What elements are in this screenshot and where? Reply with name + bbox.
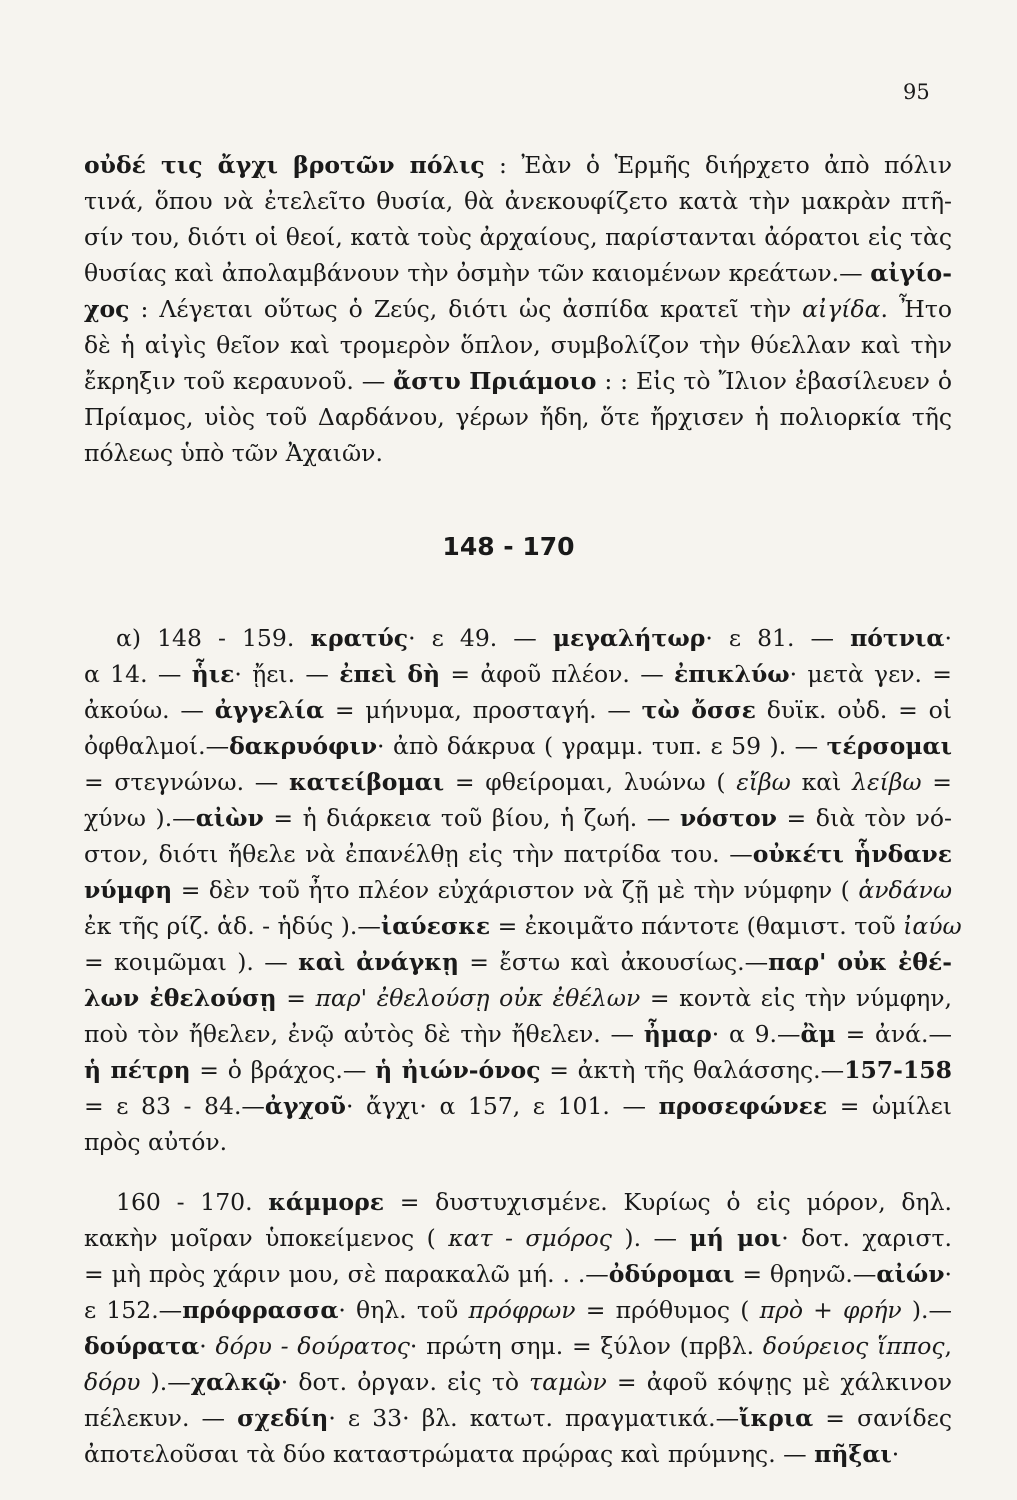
commentary-top — [84, 147, 952, 471]
text-line: ἀκούω. — ἀγγελία = μήνυμα, προσταγή. — τὼ ὄσσε δυϊκ. οὐδ. = οἱ — [84, 696, 952, 724]
text-line: κακὴν μοῖραν ὑποκείμενος ( κατ - σμόρος ). — μή μοι· δοτ. χαριστ. — [84, 1224, 953, 1252]
text-line: ἡ πέτρη = ὁ βράχος.— ἡ ἠιών-όνος = ἀκτὴ τῆς θαλάσσης.—157-158 — [84, 1056, 952, 1084]
text-line: στον, διότι ἤθελε νὰ ἐπανέλθῃ εἰς τὴν πατρίδα του. —οὐκέτι ἧνδανε — [84, 840, 952, 868]
text-line: δόρυ ).—χαλκῷ· δοτ. ὀργαν. εἰς τὸ ταμὼν = ἀφοῦ κόψῃς μὲ χάλκινον — [84, 1368, 953, 1396]
text-line: οὐδέ τις ἄγχι βροτῶν πόλις : Ἐὰν ὁ Ἑρμῆς διήρχετο ἀπὸ πόλιν — [84, 151, 952, 179]
text-line: λων ἐθελούσῃ = παρ' ἐθελούσῃ οὐκ ἐθέλων = κοντὰ εἰς τὴν νύμφην, — [84, 984, 952, 1012]
text-line: νύμφη = δὲν τοῦ ἦτο πλέον εὐχάριστον νὰ ζῇ μὲ τὴν νύμφην ( ἁνδάνω — [84, 876, 952, 904]
text-line: πέλεκυν. — σχεδίη· ε 33· βλ. κατωτ. πραγματικά.—ἴκρια = σανίδες — [84, 1404, 952, 1432]
commentary-part-a — [84, 620, 962, 1160]
text-line: χος : Λέγεται οὕτως ὁ Ζεύς, διότι ὡς ἀσπίδα κρατεῖ τὴν αἰγίδα. Ἦτο — [84, 295, 952, 323]
text-line: ἔκρηξιν τοῦ κεραυνοῦ. — ἄστυ Πριάμοιο : : Εἰς τὸ Ἴλιον ἐβασίλευεν ὁ — [84, 367, 953, 395]
text-line: δούρατα· δόρυ - δούρατος· πρώτη σημ. = ξύλον (πρβλ. δούρειος ἵππος, — [84, 1332, 952, 1360]
commentary-part-b — [84, 1184, 952, 1472]
text-line: = ε 83 - 84.—ἀγχοῦ· ἄγχι· α 157, ε 101. — προσεφώνεε = ὡμίλει — [84, 1092, 952, 1120]
text-line: τινά, ὅπου νὰ ἐτελεῖτο θυσία, θὰ ἀνεκουφίζετο κατὰ τὴν μακρὰν πτῆ- — [84, 187, 952, 215]
text-line: ἀποτελοῦσαι τὰ δύο καταστρώματα πρῴρας καὶ πρύμνης. — πῆξαι· — [84, 1440, 900, 1468]
text-line: σίν του, διότι οἱ θεοί, κατὰ τοὺς ἀρχαίους, παρίστανται ἀόρατοι εἰς τὰς — [84, 223, 952, 251]
page-number: 95 — [903, 80, 930, 104]
text-line: α 14. — ἧιε· ᾔει. — ἐπεὶ δὴ = ἀφοῦ πλέον. — ἐπικλύω· μετὰ γεν. = — [84, 660, 952, 688]
text-line: = κοιμῶμαι ). — καὶ ἀνάγκῃ = ἔστω καὶ ἀκουσίως.—παρ' οὐκ ἐθέ- — [84, 948, 952, 976]
text-line: θυσίας καὶ ἀπολαμβάνουν τὴν ὀσμὴν τῶν καιομένων κρεάτων.— αἰγίο- — [84, 259, 952, 287]
text-line: ε 152.—πρόφρασσα· θηλ. τοῦ πρόφρων = πρόθυμος ( πρὸ + φρήν ).— — [84, 1296, 953, 1324]
text-line: 160 - 170. κάμμορε = δυστυχισμένε. Κυρίως ὁ εἰς μόρον, δηλ. — [116, 1188, 952, 1216]
text-line: Πρίαμος, υἱὸς τοῦ Δαρδάνου, γέρων ἤδη, ὅτε ἤρχισεν ἡ πολιορκία τῆς — [84, 403, 952, 431]
section-heading: 148 - 170 — [442, 532, 575, 561]
text-line: πόλεως ὑπὸ τῶν Ἀχαιῶν. — [84, 439, 383, 467]
text-line: ἐκ τῆς ρίζ. ἁδ. - ἡδύς ).—ἰαύεσκε = ἐκοιμᾶτο πάντοτε (θαμιστ. τοῦ ἰαύω — [84, 912, 962, 940]
text-line: ὀφθαλμοί.—δακρυόφιν· ἀπὸ δάκρυα ( γραμμ. τυπ. ε 59 ). — τέρσομαι — [84, 732, 952, 760]
text-line: δὲ ἡ αἰγὶς θεῖον καὶ τρομερὸν ὅπλον, συμβολίζον τὴν θύελλαν καὶ τὴν — [84, 331, 952, 359]
text-line: ποὺ τὸν ἤθελεν, ἐνῷ αὐτὸς δὲ τὴν ἤθελεν. — ἦμαρ· α 9.—ἂμ = ἀνά.— — [84, 1020, 953, 1048]
text-line: = στεγνώνω. — κατείβομαι = φθείρομαι, λυώνω ( εἴβω καὶ λείβω = — [84, 768, 952, 796]
text-line: πρὸς αὐτόν. — [84, 1128, 228, 1156]
text-line: α) 148 - 159. κρατύς· ε 49. — μεγαλήτωρ· ε 81. — πότνια· — [116, 624, 952, 652]
text-line: χύνω ).—αἰὼν = ἡ διάρκεια τοῦ βίου, ἡ ζωή. — νόστον = διὰ τὸν νό- — [84, 804, 952, 832]
text-line: = μὴ πρὸς χάριν μου, σὲ παρακαλῶ μή. . .—ὀδύρομαι = θρηνῶ.—αἰών· — [84, 1260, 952, 1288]
